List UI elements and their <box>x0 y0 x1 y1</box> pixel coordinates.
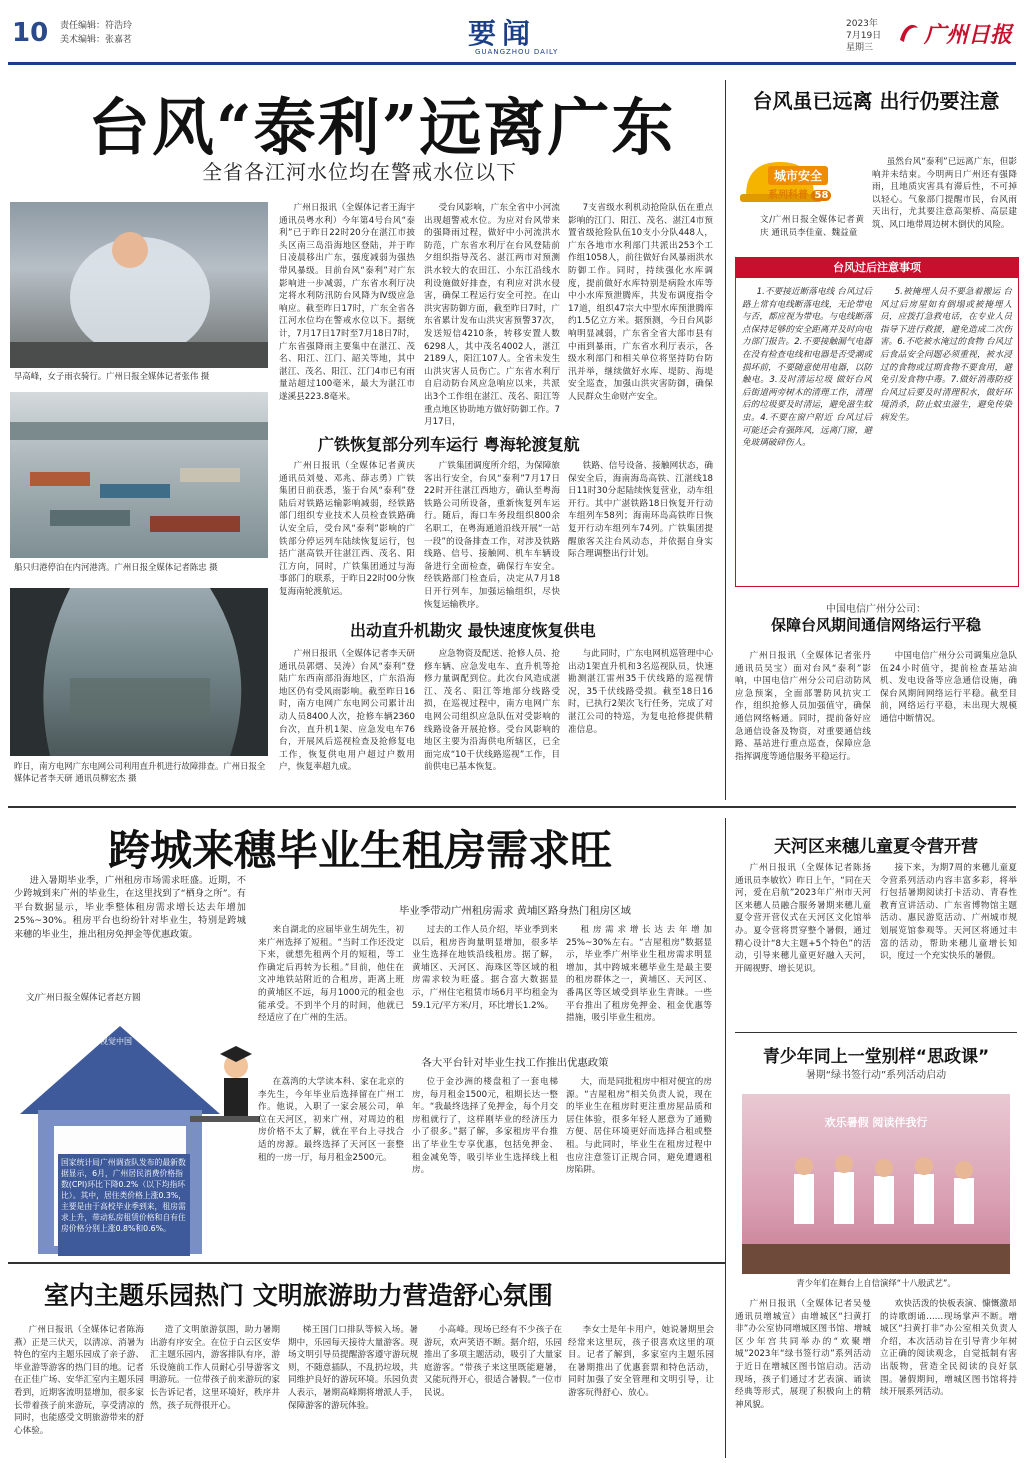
section-rule-2 <box>8 1262 725 1264</box>
rent-column-2-text: 过去的工作人员介绍，毕业季到来以后，租房咨询量明显增加，很多毕业生选择在地铁沿线租房。据了解，黄埔区、天河区、海珠区等区域的租房需求较为旺盛。据合富大数据显示，广州住宅租赁市场6月平均租金为59.1元/平方米/月，环比增长1.2%。 <box>412 925 558 1011</box>
section-rule-3 <box>735 1032 1017 1033</box>
editor-line-2: 美术编辑：张嘉茗 <box>60 35 133 45</box>
safety-badge <box>740 156 858 206</box>
masthead <box>0 0 1024 64</box>
rent-headline: 跨城来穗毕业生租房需求旺 <box>108 826 613 875</box>
safety-badge-number: 58 <box>811 190 831 201</box>
date-year: 2023年 <box>846 19 878 29</box>
railway-column-3-text: 铁路、信号设备、接触网状态，确保安全后，海南海岛高铁、江湛线18日11时30分起陆续恢复营业，动车组开行。其中广湛铁路18日恢复开行动车组列车58列；海南环岛高铁昨日恢复开行动车组列车74列。广铁集团提醒旅客关注台风动态，并依据自身实际合理调整出行计划。 <box>568 461 713 560</box>
theme-column-2 <box>150 1324 280 1458</box>
safety-intro-text: 虽然台风“泰利”已远离广东，但影响并未结束。今明两日广州还有强降雨，且地质灾害具有滞后性，不可掉以轻心。气象部门提醒市民，台风雨天出行，尤其要注意高架桥、高层建筑、风口地带周边树木倒伏的风险。 <box>872 157 1017 230</box>
youth-photo <box>742 1094 1010 1274</box>
youth-column-2-text: 欢快活泼的快板表演、慷慨激昂的诗歌朗诵……现场掌声不断。增城区“扫黄打非”办公室相关负责人介绍，本次活动旨在引导青少年树立正确的阅读观念，自觉抵制有害出版物，营造全民阅读的良好氛围。暑假期间，增城区图书馆将持续开展系列活动。 <box>880 1299 1017 1398</box>
lead-photo-2-caption: 船只归港停泊在内河港湾。广州日报全媒体记者陈忠 摄 <box>14 562 218 572</box>
lead-column-3-text: 7支省级水利机动抢险队伍在重点影响的江门、阳江、茂名、湛江4市预置省级抢险队伍10支小分队448人，广东各地市水利部门共派出253个工作组1058人，前往做好台风暴雨洪水防御工作。同时，持续强化水库调度，提前做好水库特别是病险水库等中小水库预泄腾库，共发布调度指令17道，组织47宗大中型水库预泄腾库约1.5亿立方米。据预测，今日台风影响明显减弱，广东省全省大部市县有中雨到暴雨，广东省水利厅表示，各级水利部门和相关单位将坚持防台防汛并举，继续做好水库、堤防、海堤安全巡查，加强山洪灾害防御，确保人民群众生命财产安全。 <box>568 203 713 402</box>
lead-headline: 台风“泰利”远离广东 <box>88 91 676 164</box>
theme-column-1-text: 广州日报讯（全媒体记者陈海燕）正是三伏天，以清凉、消暑为特色的室内主题乐园成了亲子游、毕业游等游客的热门目的地。记者在正佳广场、安华汇室内主题乐园看到，近期客流明显增加，很多家长带着孩子前来游玩，享受清凉的同时，也能感受文明旅游带来的舒心体验。 <box>14 1325 144 1436</box>
telecom-column-2-text: 中国电信广州分公司调集应急队伍24小时值守，提前检查基站油机、发电设备等应急通信设施，确保台风期间网络运行平稳。截至目前，网络运行平稳，未出现大规模通信中断情况。 <box>880 651 1017 724</box>
theme-column-4 <box>424 1324 562 1458</box>
illustration-label: @视觉中国 <box>92 1037 132 1046</box>
theme-column-1 <box>14 1324 144 1458</box>
rent-column-4-text: 在荔湾的大学读本科、家在北京的李先生，今年毕业后选择留在广州工作。他说，入职了一家会展公司，单位在天河区，初来广州，对周边的租房价格不太了解，就在平台上寻找合适的房源。最终选择了天河区一套整租的一房一厅，每月租金2500元。 <box>258 1077 404 1163</box>
telecom-column-1 <box>735 650 871 798</box>
telecom-column-2 <box>880 650 1017 798</box>
rent-column-6 <box>566 1076 712 1252</box>
rent-illustration <box>10 1006 268 1254</box>
rent-column-4 <box>258 1076 404 1252</box>
page-number: 10 <box>12 18 49 48</box>
rent-subhead-2: 各大平台针对毕业生找工作推出优惠政策 <box>421 1057 609 1069</box>
lead-photo-1-caption: 早高峰，女子雨衣骑行。广州日报全媒体记者张伟 摄 <box>14 371 210 381</box>
railway-column-1-text: 广州日报讯（全媒体记者黄庆 通讯员刘曼、邓兆、薛志勇）广铁集团日前获悉，鉴于台风“泰利”登陆后对铁路运输影响减弱，经铁路部门组织专业技术人员检查铁路确认安全后，受台风“泰利”影响的广铁部分停运列车陆续恢复运行，包括广湛高铁开往湛江西、茂名、阳江方向，同时，广铁集团通过与海事部门的联系，于昨日22时00分恢复海南轮渡航运。 <box>279 461 415 597</box>
theme-column-5-text: 李女士是年卡用户，她说暑期里会经常来这里玩，孩子很喜欢这里的项目。记者了解到，多家室内主题乐园在暑期推出了优惠套票和特色活动，同时加强了安全管理和文明引导，让游客玩得舒心、放心。 <box>568 1325 714 1398</box>
lead-subhead: 全省各江河水位均在警戒水位以下 <box>202 160 517 184</box>
tips-column-2 <box>880 286 1012 582</box>
railway-column-2 <box>424 460 560 608</box>
telecom-headline: 保障台风期间通信网络运行平稳 <box>770 616 981 634</box>
lead-photo-1 <box>10 202 268 368</box>
camp-column-1 <box>735 862 871 1024</box>
rent-intro-text: 进入暑期毕业季，广州租房市场需求旺盛。近期，不少跨城到来广州的毕业生，在这里找到了“栖身之所”。有平台数据显示，毕业季整体租房需求增长达去年增加25%~30%。租房平台也纷纷针对毕业生，特别是跨城来穗的毕业生，推出租房免押金等优惠政策。 <box>14 875 246 940</box>
rent-column-5-text: 位于金沙洲的楼盘租了一套电梯房，每月租金1500元，租期长达一整年。“我最终选择了免押金，每个月交房租就行了，这样刚毕业的经济压力小了很多。”据了解，多家租房平台推出了毕业生专享优惠，包括免押金、租金减免等，吸引毕业生选择线上租房。 <box>412 1077 558 1176</box>
lead-photo-2 <box>10 392 268 558</box>
lead-photo-3-caption: 昨日，南方电网广东电网公司利用直升机进行故障排查。广州日报全媒体记者李天研 通讯员柳宏杰 摄 <box>14 761 266 783</box>
rent-column-2 <box>412 924 558 1044</box>
power-column-1-text: 广州日报讯（全媒体记者李天研 通讯员郭熠、吴涛）台风“泰利”登陆广东西南部沿海地区，广东沿海地区仍有受风雨影响。截至昨日16时，南方电网广东电网公司累计出动人员8400人次，抢修车辆2360台次，直升机1架、应急发电车76台，开展风后巡视检查及抢修复电工作，恢复供电用户超过户数用户，恢复率超九成。 <box>279 649 415 773</box>
raincoat-rider-icon <box>10 202 268 368</box>
railway-column-3 <box>568 460 713 608</box>
youth-photo-banner: 欢乐暑假 阅读伴我行 <box>824 1116 928 1129</box>
helicopter-window-icon <box>10 588 268 756</box>
lead-column-2 <box>424 202 560 428</box>
lead-column-3 <box>568 202 713 422</box>
power-column-3-text: 与此同时，广东电网机巡管理中心出动1架直升机和3名巡视队员，快速勘测湛江雷州35千伏线路的巡视情况，35千伏线路受损。截至18日16时，已执行2架次飞行任务，完成了对湛江公司的特巡，为复电抢修提供精准信息。 <box>568 649 713 735</box>
safety-headline <box>735 88 1017 114</box>
lead-column-1 <box>279 202 415 422</box>
camp-column-2 <box>880 862 1017 1024</box>
rent-intro <box>14 874 246 982</box>
theme-headline: 室内主题乐园热门 文明旅游助力营造舒心氛围 <box>44 1281 553 1310</box>
theme-column-4-text: 小高峰。现场已经有不少孩子在游玩，欢声笑语不断。据介绍，乐园推出了多项主题活动，吸引了大量家庭游客。“带孩子来这里既能避暑，又能玩得开心，很适合暑假。”一位市民说。 <box>424 1325 562 1398</box>
column-divider <box>725 80 726 800</box>
tips-column-1-text: 1.不要接近断落电线 台风过后路上常有电线断落电线，无论带电与否，都应视为带电。与电线断落点保持足够的安全距离并及时向电力部门报告。2.不要接触漏气电器 在没有检查电线和电器是否受潮或损坏前，不要随意使用电器，以防触电。3.及时清运垃圾 做好台风后街道两旁树木的清理工作，清理后的垃圾要及时清运，避免滋生蚊虫。4.不要在窗户附近 台风过后可能还会有强阵风，远离门窗，避免玻璃破碎伤人。 <box>742 287 872 449</box>
theme-column-3-text: 梯王国门口排队等候入场。暑期中，乐园每天接待大量游客。现场文明引导员提醒游客遵守游玩规则，不随意插队，不乱扔垃圾，共同维护良好的游玩环境。乐园负责人表示，暑期高峰期将增派人手，保障游客的游玩体验。 <box>288 1325 418 1411</box>
power-column-1 <box>279 648 415 798</box>
safety-byline: 文/广州日报全媒体记者黄庆 通讯员李佳童、魏益童 <box>760 215 864 238</box>
section-rule-1 <box>8 806 1016 808</box>
youth-photo-caption: 青少年们在舞台上自信演绎“十八般武艺”。 <box>796 1278 956 1288</box>
rent-stat-box: 国家统计局广州调查队发布的最新数据显示，6月，广州居民消费价格指数(CPI)环比下降0.2%（以下均指环比）。其中，居住类价格上涨0.3%，主要是由于高校毕业季到来，租房需求上升，带动私房租赁价格和自有住房价格分别上涨0.8%和0.6%。 <box>58 1154 190 1256</box>
youth-headline: 青少年同上一堂别样“思政课” <box>762 1047 990 1067</box>
railway-column-2-text: 广铁集团调度所介绍，为保障旅客出行安全，台风“泰利”7月17日22时开往湛江西地方，确认至粤海铁路公司所设备，重新恢复列车运行。随后，海口车务段组织800余名职工，在粤海通道沿线开展“一站一段”的设备排查工作，对涉及铁路线路、信号、接触网、机车车辆设备进行全面检查，确保行车安全。经铁路部门检查后，决定从7月18日开行列车，加强运输组织，尽快恢复运输秩序。 <box>424 461 560 610</box>
telecom-label: 中国电信广州分公司： <box>826 604 926 615</box>
safety-intro <box>872 156 1017 252</box>
camp-column-2-text: 接下来，为期7周的来穗儿童夏令营系列活动内容丰富多彩，将举行包括暑期阅读打卡活动、青春性教育宣讲活动、广东省博物馆主题活动、惠民游览活动、广州城市规划展览馆参观等。天河区将通过丰富的活动，帮助来穗儿童增长知识，度过一个充实快乐的暑假。 <box>880 863 1017 962</box>
paper-logo <box>896 18 1016 48</box>
theme-column-5 <box>568 1324 714 1458</box>
telecom-column-1-text: 广州日报讯（全媒体记者张丹 通讯员吴宝）面对台风“泰利”影响，中国电信广州分公司启动防风应急预案，全面部署防风抗灾工作，组织抢修人员加强值守，确保通信网络畅通。同时，提前备好应急通信设备及物资，对重要通信线路、基站进行重点巡查，保障应急指挥调度等通信服务平稳运行。 <box>735 651 871 762</box>
tips-column-1 <box>742 286 872 582</box>
theme-column-3 <box>288 1324 418 1458</box>
column-divider-lower <box>725 818 726 1458</box>
rent-column-3-text: 租房需求增长达去年增加25%~30%左右。“吉屋租房”数据显示，毕业季广州毕业生租房需求明显增加，其中跨城来穗毕业生是最主要的租房群体之一，黄埔区、天河区、番禺区等区域受到毕业生青睐。一些平台推出了租房免押金、租金优惠等措施，吸引毕业生租房。 <box>566 925 712 1024</box>
power-column-3 <box>568 648 713 798</box>
paper-logo-icon <box>896 20 922 46</box>
lead-column-1-text: 广州日报讯（全媒体记者王海宇 通讯员粤水利）今年第4号台风“泰利”已于昨日22时20分在湛江市披头区南三岛沿海地区登陆，并于昨日凌晨移出广东，强度减弱为强热带风暴级。目前台风“泰利”对广东影响进一步减弱，广东省水利厅决定将水利防汛防台风降为Ⅳ级应急响应。截至昨日17时，广东全省各江河水位均在警戒水位以下。据统计，7月17日17时至7月18日7时，广东省强降雨主要集中在湛江、茂名、阳江、江门、韶关等地，其中湛江、茂名、阳江、江门4市已有雨量站超过100毫米，最大为湛江市遂溪县223.8毫米。 <box>279 203 415 402</box>
tips-box <box>735 257 1019 587</box>
date-week: 星期三 <box>846 43 874 53</box>
railway-column-1 <box>279 460 415 608</box>
power-headline: 出动直升机勘灾 最快速度恢复供电 <box>350 621 596 640</box>
youth-subhead: 暑期“绿书签行动”系列活动启动 <box>805 1070 947 1081</box>
rent-column-1 <box>258 924 404 1044</box>
tips-column-2-text: 5.被掩埋人员不要急着搬运 台风过后房屋如有倒塌或被掩埋人员，应拨打急救电话，在专业人员指导下进行救援，避免造成二次伤害。6.不吃被水淹过的食物 台风过后食品安全问题必须重视，被水浸过的食物或过期食物不要食用，避免引发食物中毒。7.做好消毒防疫 台风过后要及时清理积水，做好环境消杀，防止蚊虫滋生，避免传染病发生。 <box>880 287 1012 423</box>
section-title: 要闻 <box>468 17 537 50</box>
rent-byline: 文/广州日报全媒体记者赵方圆 <box>26 993 141 1003</box>
camp-headline: 天河区来穗儿童夏令营开营 <box>774 837 978 857</box>
rent-column-5 <box>412 1076 558 1252</box>
masthead-rule <box>8 62 1016 65</box>
rent-column-6-text: 大，而是同批租房中相对便宜的房源。“吉屋租房”相关负责人说，现在的毕业生在租房时更注重房屋品质和居住体验，很多年轻人愿意为了通勤方便、居住环境更好而选择合租或整租。与此同时，毕业生在租房过程中也应注意签订正规合同，避免遭遇租房陷阱。 <box>566 1077 712 1176</box>
power-column-2-text: 应急物资及配送、抢修人员、抢修车辆、应急发电车、直升机等抢修力量调配到位。此次台风造成湛江、茂名、阳江等地部分线路受损，在巡视过程中，南方电网广东电网公司组织应急队伍对受影响的线路设备开展抢修。受台风影响的地区主要为沿海供电所辖区，已全面完成“10千伏线路巡视”工作，目前供电已基本恢复。 <box>424 649 560 773</box>
youth-column-1 <box>735 1298 871 1458</box>
tips-title: 台风过后注意事项 <box>736 258 1018 278</box>
youth-column-1-text: 广州日报讯（全媒体记者吴曼 通讯员增城宣）由增城区“扫黄打非”办公室协同增城区图书馆、增城区少年宫共同举办的“欢聚增城”2023年“绿书签行动”系列活动于近日在增城区图书馆启动。活动现场，孩子们通过才艺表演、诵读经典等形式，展现了积极向上的精神风貌。 <box>735 1299 871 1410</box>
railway-headline: 广铁恢复部分列车运行 粤海轮渡复航 <box>318 435 580 454</box>
harbor-boats-icon <box>10 392 268 558</box>
safety-badge-title: 城市安全 <box>768 166 828 185</box>
power-column-2 <box>424 648 560 798</box>
youth-column-2 <box>880 1298 1017 1458</box>
safety-badge-series <box>768 186 831 201</box>
lead-photo-3 <box>10 588 268 756</box>
section-en: GUANGZHOU DAILY <box>475 48 559 56</box>
editor-line-1: 责任编辑：符浩玲 <box>60 21 133 31</box>
safety-badge-series-text: 系列科普 <box>768 190 808 201</box>
safety-headline-text: 台风虽已远离 出行仍要注意 <box>752 89 1000 113</box>
rent-column-3 <box>566 924 712 1044</box>
lead-column-2-text: 受台风影响，广东全省中小河流出现超警戒水位。为应对台风带来的强降雨过程，做好中小河流洪水防范，广东省水利厅在台风登陆前夕组织指导茂名、湛江两市对预测洪水较大的农田江、小东江沿线水利设施做好排查，有利应对洪水侵害，确保工程运行安全可控。在山洪灾害防御方面，截至昨日7时，广东省累计发布山洪灾害预警37次，发送短信4210条，转移安置人数6298人，其中茂名4002人，湛江2189人，阳江107人。全省未发生山洪灾害人员伤亡。广东省水利厅自启动防台风应急响应以来，共派出3个工作组在湛江、茂名、阳江等重点地区协助地方做好防御工作。7月17日， <box>424 203 560 428</box>
theme-column-2-text: 造了文明旅游氛围，助力暑期出游有序安全。在位于白云区安华汇主题乐园内，游客排队有序，游乐设施前工作人员耐心引导游客文明游玩。一位带孩子前来游玩的家长告诉记者，这里环境好，秩序井然，孩子玩得很开心。 <box>150 1325 280 1411</box>
rent-subhead-1: 毕业季带动广州租房需求 黄埔区路身热门租房区域 <box>399 905 631 917</box>
rent-column-1-text: 来自湖北的应届毕业生胡先生，初来广州选择了短租。“当时工作还没定下来，就想先租两个月的短租，等工作确定后再转为长租。”目前，他住在文冲地铁站附近的合租房，距离上班的黄埔区不远，每月1000元的租金也能承受。不到半个月的时间，他就已经适应了在广州的生活。 <box>258 925 404 1024</box>
camp-column-1-text: 广州日报讯（全媒体记者陈扬 通讯员李敏钦）昨日上午，“同在天河，爱在启航”2023年广州市天河区来穗人员融合服务暑期来穗儿童夏令营开营仪式在天河区文化馆举办。夏令营将贯穿整个暑假，通过精心设计“8大主题+5个特色”的活动，引导来穗儿童更好融入天河，开阔视野、增长见识。 <box>735 863 871 974</box>
paper-name: 广州日报 <box>924 22 1013 48</box>
date-day: 7月19日 <box>846 31 882 41</box>
